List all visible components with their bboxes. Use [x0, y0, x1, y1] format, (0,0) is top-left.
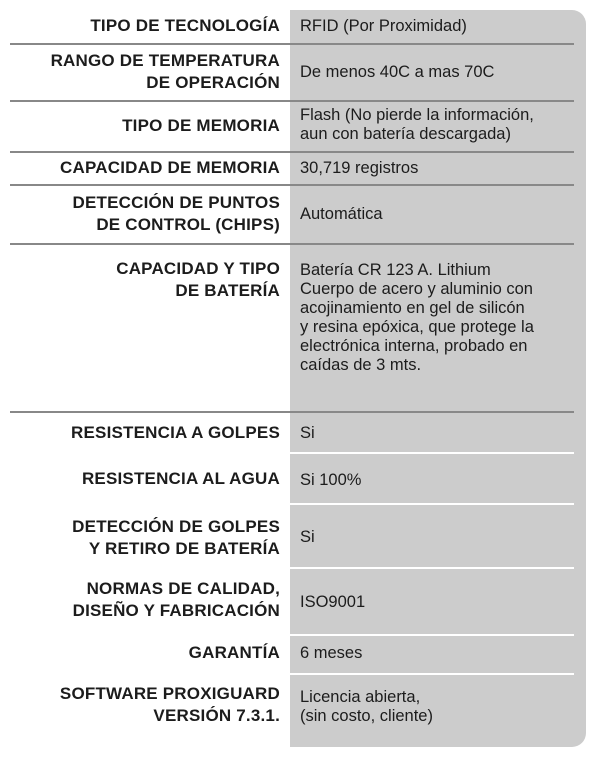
row-divider: [10, 151, 574, 153]
spec-value-deteccion-puntos: Automática: [300, 205, 383, 223]
spec-label-normas-calidad: NORMAS DE CALIDAD, DISEÑO Y FABRICACIÓN: [72, 579, 280, 620]
spec-value-capacidad-memoria: 30,719 registros: [300, 159, 419, 177]
spec-value-deteccion-golpes: Si: [300, 528, 315, 546]
row-divider: [10, 411, 574, 413]
spec-value-resistencia-golpes: Si: [300, 424, 315, 442]
spec-label-capacidad-memoria: CAPACIDAD DE MEMORIA: [60, 158, 280, 177]
spec-value-software: Licencia abierta, (sin costo, cliente): [300, 688, 433, 725]
row-divider: [10, 634, 574, 636]
spec-label-tipo-memoria: TIPO DE MEMORIA: [122, 116, 280, 135]
spec-label-deteccion-golpes: DETECCIÓN DE GOLPES Y RETIRO DE BATERÍA: [72, 517, 280, 558]
row-divider: [10, 567, 574, 569]
spec-value-normas-calidad: ISO9001: [300, 593, 366, 611]
spec-value-garantia: 6 meses: [300, 644, 363, 662]
row-divider: [10, 43, 574, 45]
spec-value-rango-temperatura: De menos 40C a mas 70C: [300, 63, 495, 81]
spec-label-tipo-tecnologia: TIPO DE TECNOLOGÍA: [90, 16, 280, 35]
spec-value-resistencia-agua: Si 100%: [300, 471, 362, 489]
spec-label-software: SOFTWARE PROXIGUARD VERSIÓN 7.3.1.: [59, 684, 280, 725]
spec-label-resistencia-golpes: RESISTENCIA A GOLPES: [71, 423, 280, 442]
spec-label-garantia: GARANTÍA: [188, 643, 280, 662]
spec-label-resistencia-agua: RESISTENCIA AL AGUA: [81, 469, 280, 488]
spec-label-capacidad-bateria: CAPACIDAD Y TIPO DE BATERÍA: [116, 259, 280, 300]
row-divider: [10, 673, 574, 675]
spec-label-deteccion-puntos: DETECCIÓN DE PUNTOS DE CONTROL (CHIPS): [72, 193, 280, 234]
row-divider: [10, 100, 574, 102]
row-divider: [10, 452, 574, 454]
spec-value-capacidad-bateria: Batería CR 123 A. Lithium Cuerpo de acero y aluminio con acojinamiento en gel de silicón y resina epóxica, que protege la electrónica interna, probado en caídas de 3 mts.: [300, 261, 534, 374]
row-divider: [10, 503, 574, 505]
spec-value-tipo-tecnologia: RFID (Por Proximidad): [300, 17, 467, 35]
spec-label-rango-temperatura: RANGO DE TEMPERATURA DE OPERACIÓN: [50, 51, 280, 92]
row-divider: [10, 243, 574, 245]
row-divider: [10, 184, 574, 186]
spec-value-tipo-memoria: Flash (No pierde la información, aun con batería descargada): [300, 106, 534, 143]
